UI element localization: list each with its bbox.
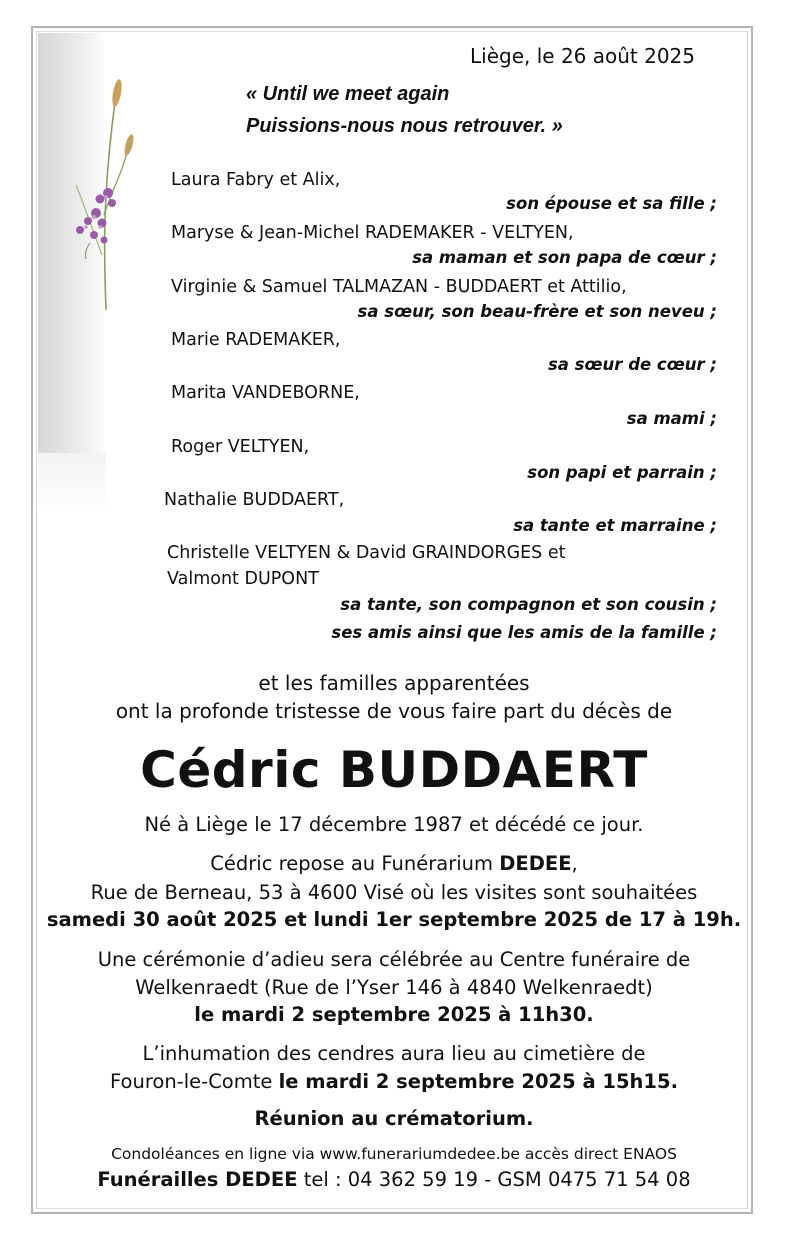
mourner-name: Nathalie BUDDAERT, bbox=[164, 490, 345, 510]
ceremony-line-2: Welkenraedt (Rue de l’Yser 146 à 4840 Welkenraedt) bbox=[135, 976, 653, 999]
mourner-relation: sa sœur de cœur ; bbox=[547, 355, 717, 374]
mourner-name-line-2: Valmont DUPONT bbox=[167, 569, 319, 589]
visitation-comma: , bbox=[571, 852, 578, 875]
mourner-name: Marie RADEMAKER, bbox=[171, 330, 341, 350]
burial-line-2 bbox=[38, 1070, 750, 1093]
mourner-name: Roger VELTYEN, bbox=[171, 437, 310, 457]
company-name: Funérailles DEDEE bbox=[97, 1168, 298, 1191]
birth-line: Né à Liège le 17 décembre 1987 et décédé ce jour. bbox=[144, 813, 644, 836]
mourner-name: Maryse & Jean-Michel RADEMAKER - VELTYEN, bbox=[171, 223, 574, 243]
mourner-name: Virginie & Samuel TALMAZAN - BUDDAERT et Attilio, bbox=[171, 277, 627, 297]
footer-contact bbox=[38, 1168, 750, 1191]
mourner-name: Laura Fabry et Alix, bbox=[171, 170, 341, 190]
ceremony-line-3: le mardi 2 septembre 2025 à 11h30. bbox=[194, 1003, 594, 1026]
quote-line-1: « Until we meet again bbox=[246, 83, 450, 105]
mourner-relation: son épouse et sa fille ; bbox=[506, 194, 717, 213]
visitation-line-3: samedi 30 août 2025 et lundi 1er septembre 2025 de 17 à 19h. bbox=[46, 908, 742, 931]
mourner-relation: sa sœur, son beau-frère et son neveu ; bbox=[357, 302, 717, 321]
quote-line-2: Puissions-nous nous retrouver. » bbox=[246, 115, 563, 137]
mourner-relation: sa tante et marraine ; bbox=[513, 516, 717, 535]
condolences-line: Condoléances en ligne via www.funerariumdedee.be accès direct ENAOS bbox=[111, 1145, 677, 1163]
contact-numbers: tel : 04 362 59 19 - GSM 0475 71 54 08 bbox=[297, 1168, 691, 1191]
mourner-relation: sa maman et son papa de cœur ; bbox=[412, 248, 717, 267]
burial-place: Fouron-le-Comte bbox=[110, 1070, 279, 1093]
mourner-name: Christelle VELTYEN & David GRAINDORGES et bbox=[167, 543, 566, 563]
burial-line-1: L’inhumation des cendres aura lieu au cimetière de bbox=[142, 1042, 646, 1065]
flower-illustration bbox=[66, 75, 136, 315]
mourner-name: Marita VANDEBORNE, bbox=[171, 383, 360, 403]
reunion-line: Réunion au crématorium. bbox=[254, 1107, 534, 1130]
visitation-line-1 bbox=[38, 852, 750, 875]
deceased-name: Cédric BUDDAERT bbox=[140, 741, 648, 799]
mourner-relation: sa mami ; bbox=[626, 409, 717, 428]
families-line-2: ont la profonde tristesse de vous faire part du décès de bbox=[115, 699, 673, 723]
mourner-relation: sa tante, son compagnon et son cousin ; bbox=[340, 595, 717, 614]
ceremony-line-1: Une cérémonie d’adieu sera célébrée au Centre funéraire de bbox=[97, 948, 691, 971]
funeral-home-name: DEDEE bbox=[499, 852, 572, 875]
burial-date: le mardi 2 septembre 2025 à 15h15. bbox=[278, 1070, 678, 1093]
date-line: Liège, le 26 août 2025 bbox=[470, 44, 696, 68]
visitation-line-2: Rue de Berneau, 53 à 4600 Visé où les visites sont souhaitées bbox=[90, 881, 698, 904]
friends-line: ses amis ainsi que les amis de la famille ; bbox=[331, 623, 717, 642]
mourner-relation: son papi et parrain ; bbox=[527, 463, 717, 482]
families-line-1: et les familles apparentées bbox=[258, 671, 530, 695]
visitation-text: Cédric repose au Funérarium bbox=[210, 852, 500, 875]
